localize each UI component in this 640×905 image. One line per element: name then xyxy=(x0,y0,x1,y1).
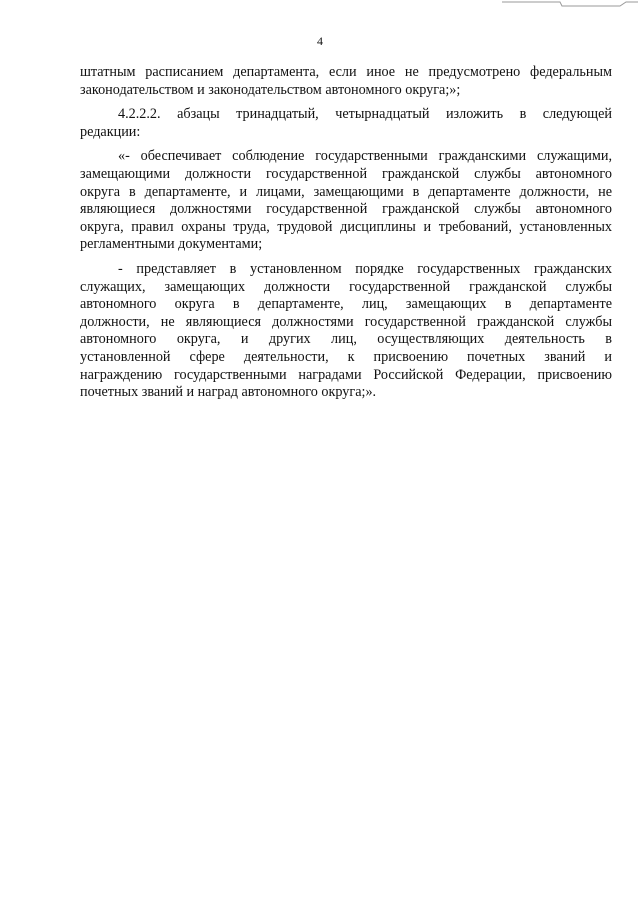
text-line: регламентными документами; xyxy=(80,236,263,253)
text-line: являющиеся должностями государственной гражданской службы автономного xyxy=(80,201,612,218)
text-line: автономного округа в департаменте, лиц, замещающих в департаменте xyxy=(80,296,612,313)
text-line: «- обеспечивает соблюдение государственными гражданскими служащими, xyxy=(118,148,612,165)
text-line: законодательством и законодательством автономного округа;»; xyxy=(80,81,461,98)
text-line: замещающими должности государственной гражданской службы автономного xyxy=(80,165,612,182)
document-body xyxy=(80,64,612,409)
scan-edge-mark xyxy=(500,0,640,14)
text-line: округа в департаменте, и лицами, замещающими в департаменте должности, не xyxy=(80,183,612,200)
text-line: округа, правил охраны труда, трудовой дисциплины и требований, установленных xyxy=(80,218,612,235)
text-line: автономного округа, и других лиц, осуществляющих деятельность в xyxy=(80,331,612,348)
text-line: почетных званий и наград автономного округа;». xyxy=(80,384,377,401)
text-line: штатным расписанием департамента, если иное не предусмотрено федеральным xyxy=(80,64,612,80)
paragraph-amendment-item xyxy=(80,106,612,141)
text-line: служащих, замещающих должности государственной гражданской службы xyxy=(80,278,612,295)
text-line: награждению государственными наградами Российской Федерации, присвоению xyxy=(80,366,612,383)
text-line: установленной сфере деятельности, к присвоению почетных званий и xyxy=(80,348,612,365)
page-number: 4 xyxy=(317,34,323,48)
paragraph-quoted-2 xyxy=(80,261,612,402)
text-line: - представляет в установленном порядке государственных гражданских xyxy=(118,260,612,277)
paragraph-quoted-1 xyxy=(80,148,612,254)
text-line: 4.2.2.2. абзацы тринадцатый, четырнадцатый изложить в следующей xyxy=(118,106,612,123)
paragraph-continuation xyxy=(80,64,612,99)
text-line: должности, не являющиеся должностями государственной гражданской службы xyxy=(80,313,612,330)
text-line: редакции: xyxy=(80,123,141,140)
